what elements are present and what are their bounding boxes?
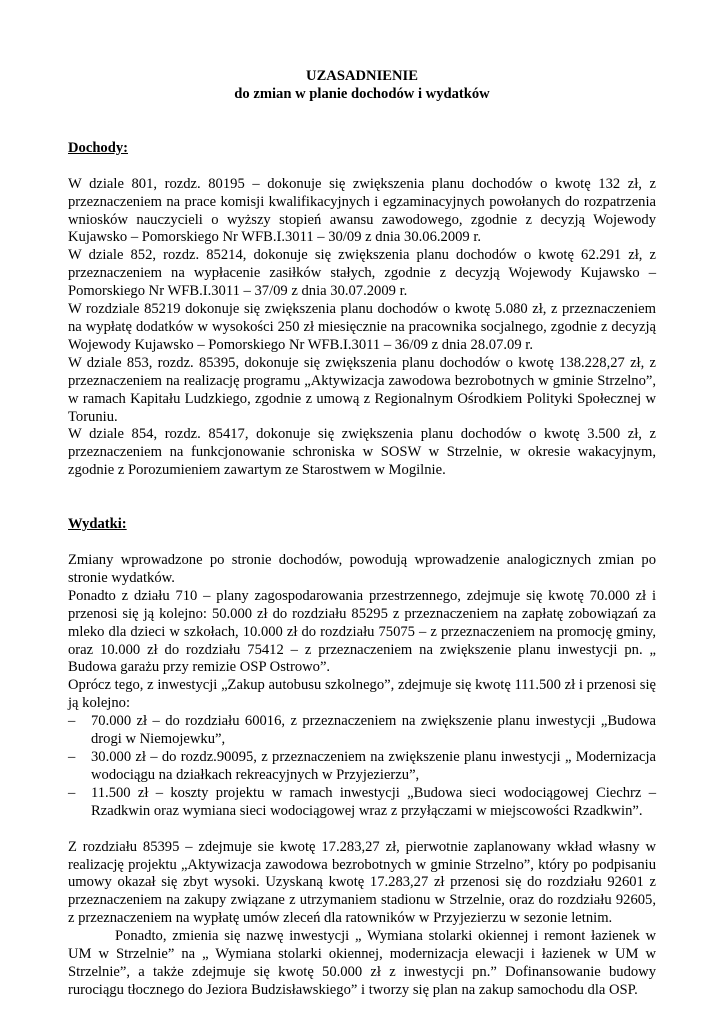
bullet-dash: – xyxy=(68,749,76,765)
dochody-paragraph: W rozdziale 85219 dokonuje się zwiększenia planu dochodów o kwotę 5.080 zł, z przeznaczeniem na wypłatę dodatków w wysokości 250 zł miesięcznie na pracownika socjalnego, zgodnie z decyzją Wojewody Kujawsko – Pomorskiego Nr WFB.I.3011 – 36/09 z dnia 28.07.09 r. xyxy=(68,301,656,353)
wydatki-intro: Zmiany wprowadzone po stronie dochodów, powodują wprowadzenie analogicznych zmian po stronie wydatków. xyxy=(68,552,656,586)
dochody-paragraph: W dziale 852, rozdz. 85214, dokonuje się zwiększenia planu dochodów o kwotę 62.291 zł, z przeznaczeniem na wypłacenie zasiłków stałych, zgodnie z decyzją Wojewody Kujawsko – Pomorskiego Nr WFB.I.3011 – 37/09 z dnia 30.07.2009 r. xyxy=(68,247,656,300)
wydatki-paragraph: Ponadto z działu 710 – plany zagospodarowania przestrzennego, zdejmuje się kwotę 70.000 zł i przenosi się ją kolejno: 50.000 zł do rozdziału 85295 z przeznaczeniem na zapłatę zobowiązań za mleko dla dzieci w szkołach, 10.000 zł do rozdziału 75075 – z przeznaczeniem na promocję gminy, oraz 10.000 zł do rozdziału 75412 – z przeznaczeniem na zwiększenie planu inwestycji pn. „ Budowa garażu przy remizie OSP Ostrowo”. xyxy=(68,587,656,676)
list-item-text: 70.000 zł – do rozdziału 60016, z przeznaczeniem na zwiększenie planu inwestycji „Budowa drogi w Niemojewku”, xyxy=(91,713,656,748)
wydatki-section xyxy=(68,552,656,1000)
wydatki-paragraph: Oprócz tego, z inwestycji „Zakup autobusu szkolnego”, zdejmuje się kwotę 111.500 zł i przenosi się ją kolejno: xyxy=(68,677,656,712)
wydatki-paragraph: Z rozdziału 85395 – zdejmuje sie kwotę 17.283,27 zł, pierwotnie zaplanowany wkład własny w realizację projektu „Aktywizacja zawodowa bezrobotnych w gminie Strzelno”, który po podpisaniu umowy okazał się zbyt wysoki. Uzyskaną kwotę 17.283,27 zł przenosi się do rozdziału 92601 z przeznaczeniem na zakupy związane z utrzymaniem stadionu w Strzelnie, oraz do rozdziału 92605, z przeznaczeniem na wypłatę umów zleceń dla ratowników w Przyjezierzu w sezonie letnim. xyxy=(68,838,656,927)
list-item-text: 11.500 zł – koszty projektu w ramach inwestycji „Budowa sieci wodociągowej Ciechrz – Rzadkwin oraz wymiana sieci wodociągowej wraz z przyłączami w miejscowości Rzadkwin”. xyxy=(91,784,656,819)
list-item xyxy=(68,749,656,785)
list-item xyxy=(68,785,656,821)
document-page xyxy=(68,68,656,1000)
wydatki-paragraph: Ponadto, zmienia się nazwę inwestycji „ Wymiana stolarki okiennej i remont łazienek w UM w Strzelnie” na „ Wymiana stolarki okiennej, modernizacja elewacji i łazienek w UM w Strzelnie”, a także zdejmuje się kwotę 50.000 zł z inwestycji pn.” Dofinansowanie budowy rurociągu tłocznego do Jeziora Budzisławskiego” i tworzy się plan na zakup samochodu dla OSP. xyxy=(68,928,656,998)
dochody-paragraph: W dziale 801, rozdz. 80195 – dokonuje się zwiększenia planu dochodów o kwotę 132 zł, z przeznaczeniem na prace komisji kwalifikacyjnych i egzaminacyjnych powołanych do rozpatrzenia wniosków nauczycieli o wyższy stopień awansu zawodowego, zgodnie z decyzją Wojewody Kujawsko – Pomorskiego Nr WFB.I.3011 – 30/09 z dnia 30.06.2009 r. xyxy=(68,175,656,246)
bullet-dash: – xyxy=(68,713,76,730)
document-subtitle: do zmian w planie dochodów i wydatków xyxy=(234,85,490,102)
dochody-paragraph: W dziale 853, rozdz. 85395, dokonuje się zwiększenia planu dochodów o kwotę 138.228,27 zł, z przeznaczeniem na realizację programu „Aktywizacja zawodowa bezrobotnych w gminie Strzelno”, w ramach Kapitału Ludzkiego, zgodnie z umową z Regionalnym Ośrodkiem Polityki Społecznej w Toruniu. xyxy=(68,354,656,425)
document-title: UZASADNIENIE xyxy=(306,68,418,84)
list-item-text: 30.000 zł – do rozdz.90095, z przeznaczeniem na zwiększenie planu inwestycji „ Modernizacja wodociągu na działkach rekreacyjnych w Przyjezierzu”, xyxy=(91,749,656,783)
bullet-dash: – xyxy=(68,784,76,801)
dochody-section xyxy=(68,176,656,480)
dochody-paragraph: W dziale 854, rozdz. 85417, dokonuje się zwiększenia planu dochodów o kwotę 3.500 zł, z przeznaczeniem na funkcjonowanie schroniska w SOSW w Strzelnie, w okresie wakacyjnym, zgodnie z Porozumieniem zawartym ze Starostwem w Mogilnie. xyxy=(68,426,656,479)
wydatki-heading: Wydatki: xyxy=(68,516,127,533)
dochody-heading: Dochody: xyxy=(68,139,128,156)
list-item xyxy=(68,713,656,749)
